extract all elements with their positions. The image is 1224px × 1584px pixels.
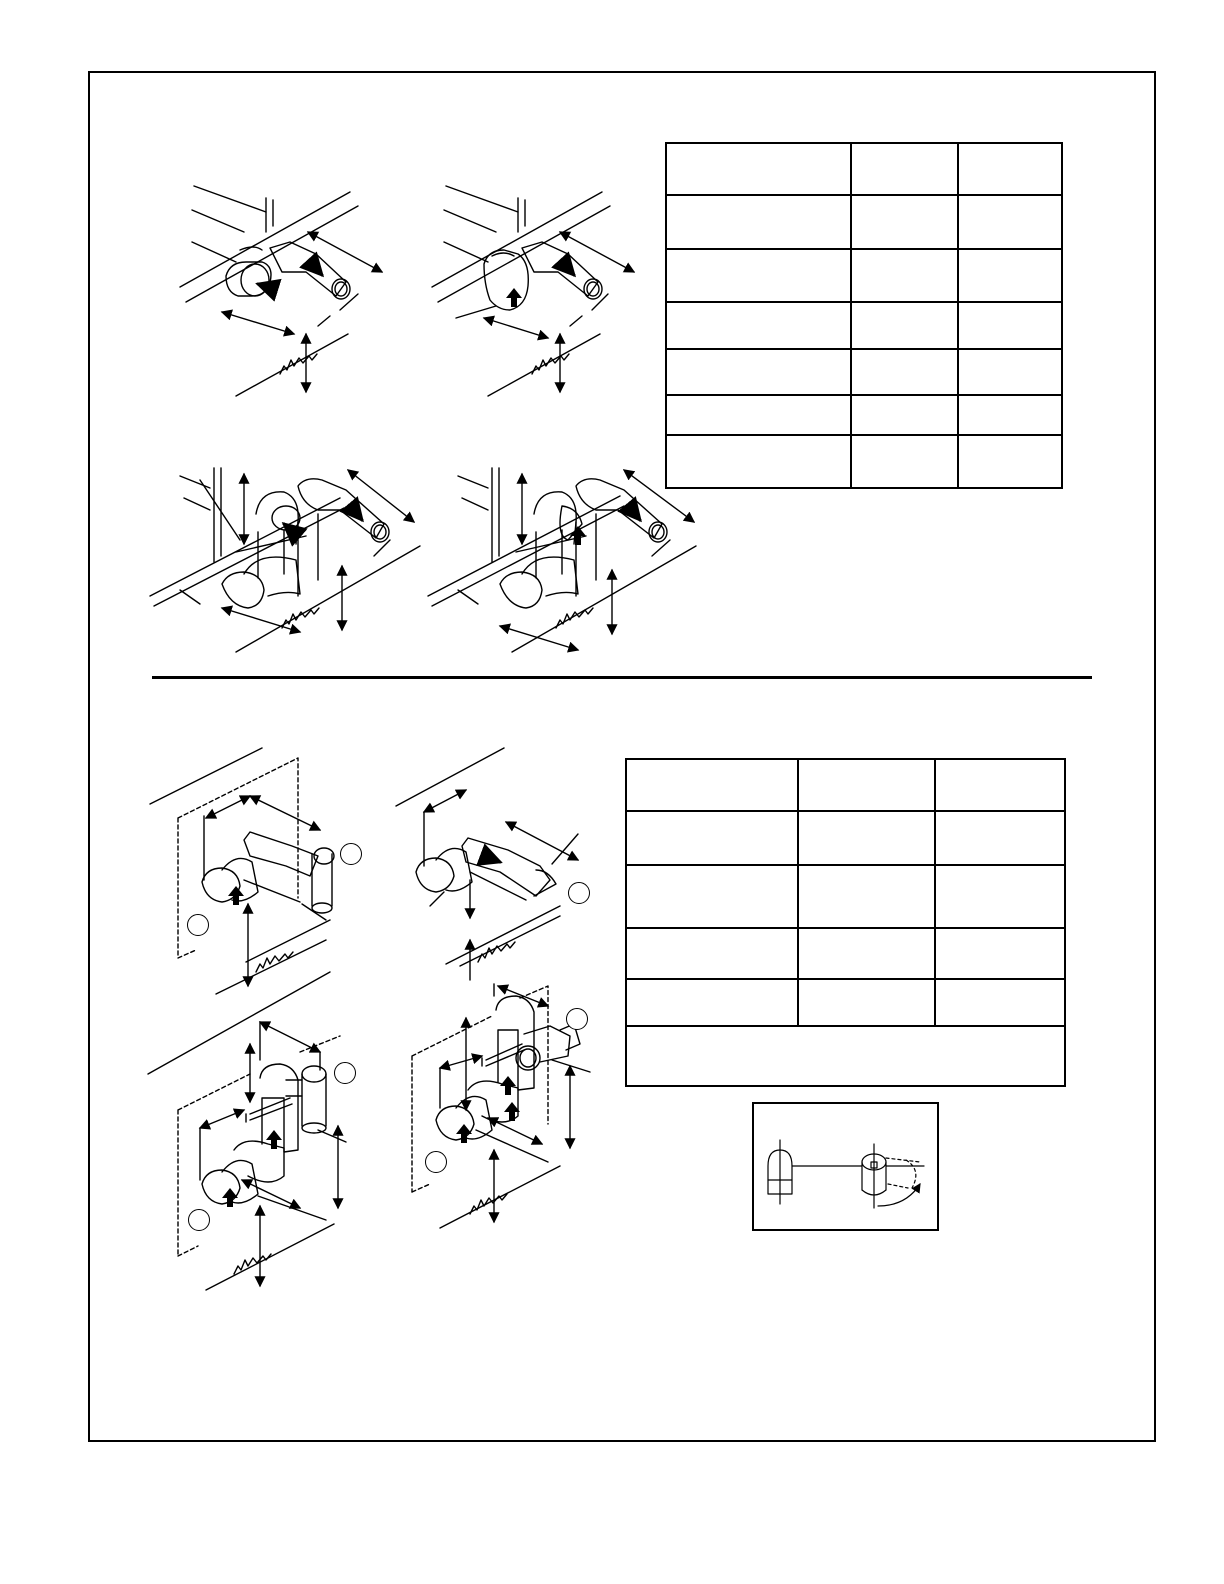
- callout-circle: [425, 1151, 447, 1173]
- figure-4: [428, 468, 696, 652]
- inset-detail-box: [752, 1102, 939, 1231]
- figure-7: [148, 972, 346, 1290]
- figure-6: [396, 748, 578, 980]
- callout-circle: [340, 843, 362, 865]
- figure-2: [432, 186, 634, 396]
- callout-circle: [334, 1062, 356, 1084]
- callout-circle: [568, 882, 590, 904]
- figure-8: [412, 984, 590, 1228]
- figure-1: [180, 186, 382, 396]
- callout-circle: [188, 1209, 210, 1231]
- callout-circle: [566, 1008, 588, 1030]
- figure-5: [150, 748, 334, 994]
- callout-circle: [187, 914, 209, 936]
- figure-3: [150, 468, 420, 652]
